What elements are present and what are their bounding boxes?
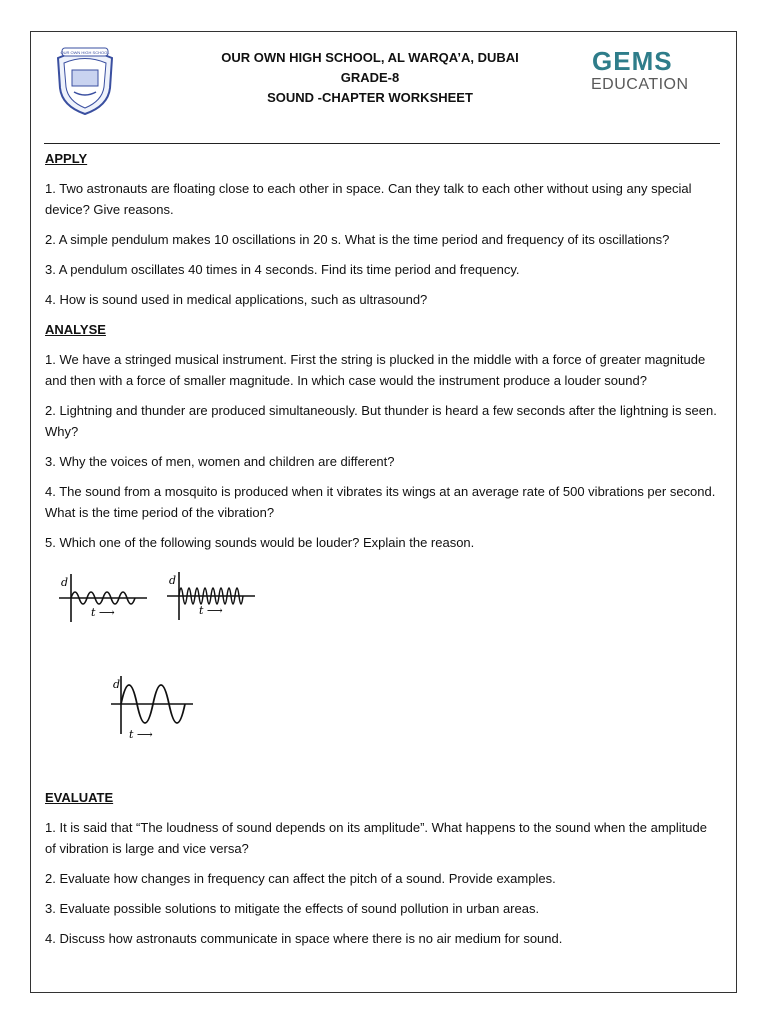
wave-1-axis-t: t ⟶ (91, 606, 115, 619)
gems-wordmark: GEMS (592, 46, 673, 76)
analyse-question-2: 2. Lightning and thunder are produced simultaneously. But thunder is heard a few seconds after the lightning is seen. Why? (45, 403, 717, 439)
section-heading-apply: APPLY (45, 151, 88, 166)
section-heading-analyse: ANALYSE (45, 322, 106, 337)
grade-label: GRADE-8 (340, 70, 400, 85)
wave-3-axis-d: d (113, 678, 121, 691)
worksheet-title: SOUND -CHAPTER WORKSHEET (267, 90, 473, 105)
school-crest-icon (50, 44, 120, 116)
worksheet-body (45, 148, 721, 958)
gems-education-logo (588, 46, 688, 98)
analyse-question-1: 1. We have a stringed musical instrument. First the string is plucked in the middle with a force of greater magnitude and then with a force of smaller magnitude. In which case would the instrument produce a louder sound? (45, 352, 706, 388)
gems-subtitle: EDUCATION (591, 76, 689, 93)
crest-text: OUR OWN HIGH SCHOOL (60, 50, 110, 55)
apply-question-1: 1. Two astronauts are floating close to each other in space. Can they talk to each other without using any special device? Give reasons. (45, 181, 692, 217)
analyse-question-3: 3. Why the voices of men, women and children are different? (45, 454, 395, 469)
analyse-question-4: 4. The sound from a mosquito is produced when it vibrates its wings at an average rate of 500 vibrations per second. What is the time period of the vibration? (45, 484, 716, 520)
apply-question-2: 2. A simple pendulum makes 10 oscillations in 20 s. What is the time period and frequency of its oscillations? (45, 232, 670, 247)
wave-2-axis-d: d (169, 574, 177, 587)
analyse-question-5: 5. Which one of the following sounds would be louder? Explain the reason. (45, 535, 475, 550)
section-heading-evaluate: EVALUATE (45, 790, 114, 805)
evaluate-question-4: 4. Discuss how astronauts communicate in space where there is no air medium for sound. (45, 931, 563, 946)
wave-large-amplitude-icon (109, 674, 209, 744)
evaluate-question-1: 1. It is said that “The loudness of sound depends on its amplitude”. What happens to the sound when the amplitude of vibration is large and vice versa? (45, 820, 707, 856)
wave-2-axis-t: t ⟶ (199, 604, 223, 617)
evaluate-question-3: 3. Evaluate possible solutions to mitigate the effects of sound pollution in urban areas. (45, 901, 540, 916)
apply-question-4: 4. How is sound used in medical applications, such as ultrasound? (45, 292, 428, 307)
apply-question-3: 3. A pendulum oscillates 40 times in 4 seconds. Find its time period and frequency. (45, 262, 520, 277)
worksheet-header (200, 48, 540, 108)
wave-1-axis-d: d (61, 576, 69, 589)
school-name: OUR OWN HIGH SCHOOL, AL WARQA’A, DUBAI (221, 50, 519, 65)
sound-waves-figure (45, 562, 721, 777)
wave-small-amplitude-low-frequency-icon (57, 570, 157, 630)
wave-small-amplitude-high-frequency-icon (165, 568, 265, 628)
evaluate-question-2: 2. Evaluate how changes in frequency can affect the pitch of a sound. Provide examples. (45, 871, 556, 886)
wave-3-axis-t: t ⟶ (129, 728, 153, 741)
gems-wordmark-icon (588, 46, 688, 76)
header-divider (44, 143, 720, 144)
